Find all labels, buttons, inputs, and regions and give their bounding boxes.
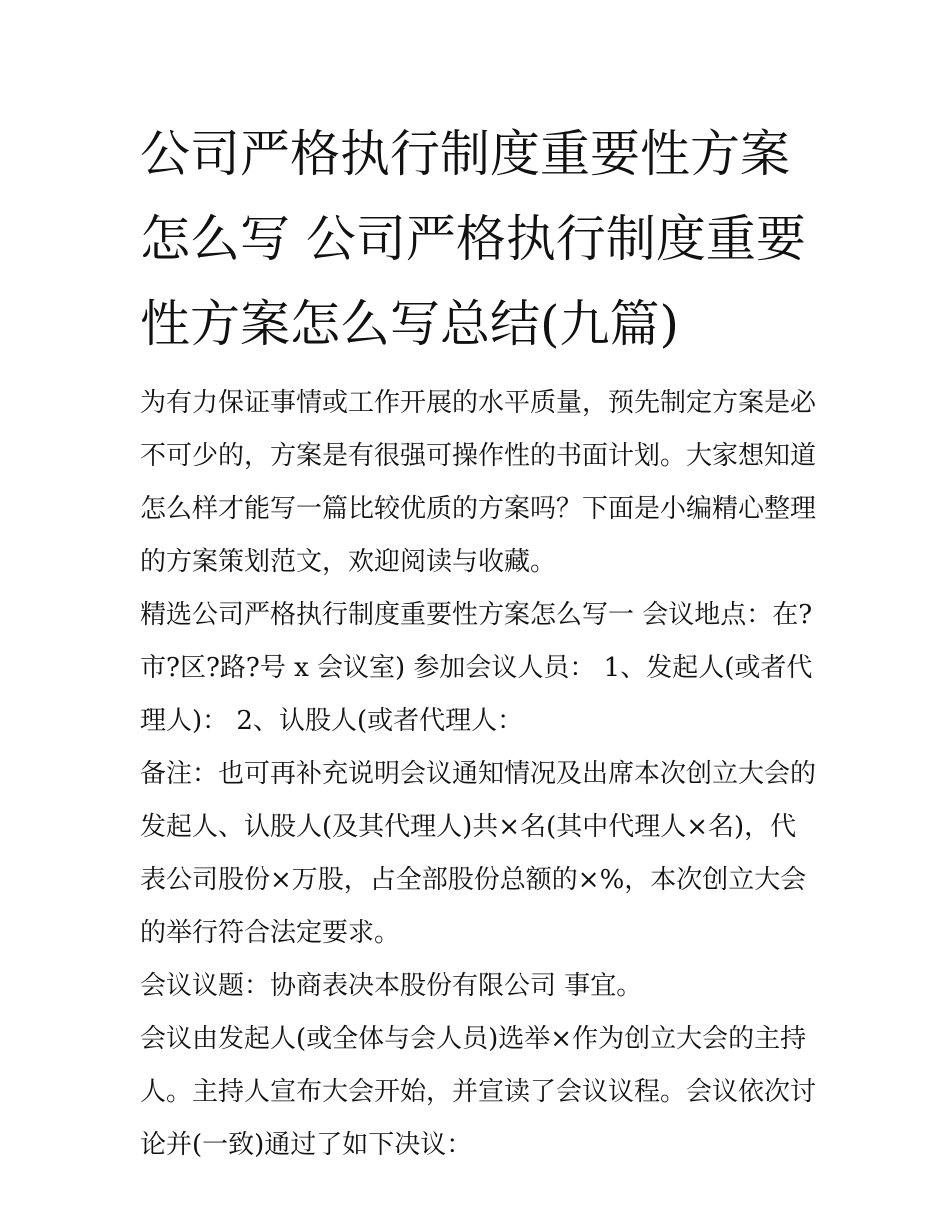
intro-paragraph: 为有力保证事情或工作开展的水平质量，预先制定方案是必不可少的，方案是有很强可操作性的书面计划。大家想知道怎么样才能写一篇比较优质的方案吗？下面是小编精心整理的方案策划范文，欢迎阅读与收藏。 — [140, 388, 817, 577]
remarks-paragraph: 备注：也可再补充说明会议通知情况及出席本次创立大会的发起人、认股人(及其代理人)共×名(其中代理人×名)，代表公司股份×万股，占全部股份总额的×%，本次创立大会的举行符合法定要求。 — [140, 759, 817, 948]
meeting-process-paragraph: 会议由发起人(或全体与会人员)选举×作为创立大会的主持人。主持人宣布大会开始，并宣读了会议议程。会议依次讨论并(一致)通过了如下决议： — [140, 1024, 817, 1160]
document-page — [140, 112, 820, 1172]
document-title: 公司严格执行制度重要性方案怎么写 公司严格执行制度重要性方案怎么写总结(九篇) — [140, 125, 806, 353]
meeting-location-paragraph: 精选公司严格执行制度重要性方案怎么写一 会议地点：在?市?区?路?号 x 会议室) 参加会议人员： 1、发起人(或者代理人)： 2、认股人(或者代理人： — [140, 600, 813, 736]
meeting-topic-paragraph: 会议议题：协商表决本股份有限公司 事宜。 — [140, 971, 643, 1001]
